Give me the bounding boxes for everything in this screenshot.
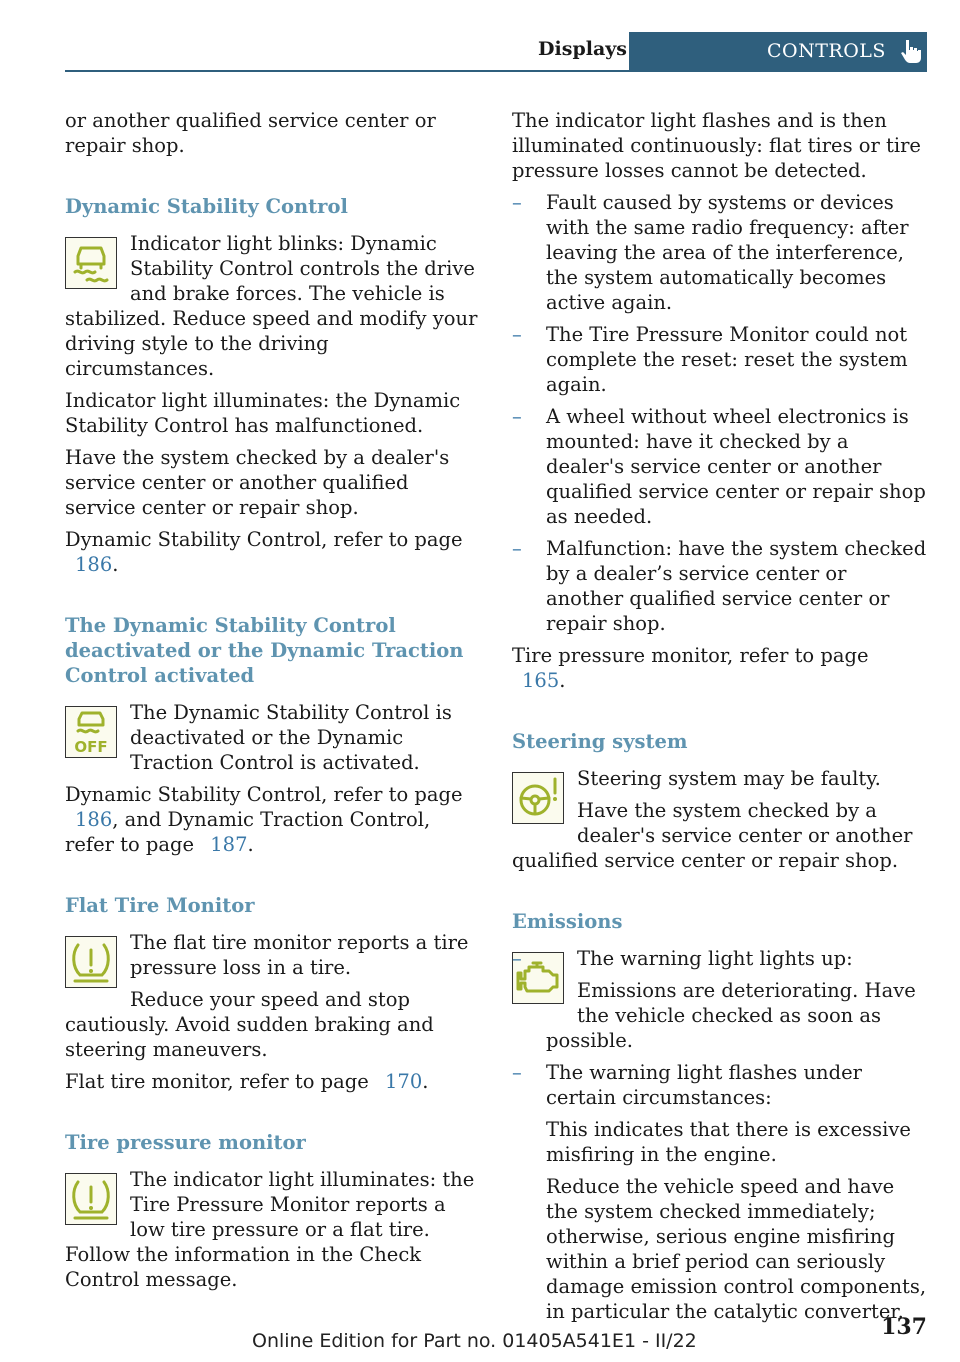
dsc-off-reference [65,782,481,857]
dsc-ref-text: Dynamic Stability Control, refer to page [65,528,463,551]
dsc-reference [65,527,481,577]
tpm-section [65,1130,481,1292]
tpm-fault-list [512,190,927,636]
dash-bullet: – [512,947,522,970]
tpm-reference [512,643,927,693]
dsc-heading: Dynamic Stability Control [65,195,348,218]
intro-text: or another qualified service center or repair shop. [65,109,436,157]
dsc-off-ref-mid: , and Dynamic Traction Control, refer to page [65,808,431,856]
emissions-heading: Emissions [512,910,623,933]
list-item-body: This indicates that there is excessive misfiring in the engine. [546,1118,911,1166]
dash-bullet: – [512,537,522,560]
dsc-off-page-link-1[interactable]: 186 [75,808,113,831]
flat-tire-text-2: Reduce your speed and stop cautiously. Avoid sudden braking and steering maneuvers. [65,988,434,1061]
section-title: Displays [538,38,627,60]
list-item [512,536,927,636]
flat-tire-section [65,893,481,1094]
list-item-text: The warning light flashes under certain circumstances: [546,1061,862,1109]
emissions-list-2 [512,1060,927,1324]
list-item-text: Fault caused by systems or devices with the same radio frequency: after leaving the area of the interference, the system automatically becomes active again. [546,191,909,314]
tire-pressure-warning-icon [65,936,117,988]
tire-pressure-warning-icon [65,1173,117,1225]
dsc-section [65,194,481,577]
list-item-text: The Tire Pressure Monitor could not complete the reset: reset the system again. [546,323,908,396]
dsc-off-ref-end: . [247,833,254,856]
header-rule [65,70,927,72]
list-item [512,946,927,1053]
dsc-off-text-1: The Dynamic Stability Control is deactivated or the Dynamic Traction Control is activated. [130,701,452,774]
dash-bullet: – [512,1061,522,1084]
flat-tire-page-link[interactable]: 170 [385,1070,423,1093]
left-column [65,108,481,1292]
list-item-body: Emissions are deteriorating. Have the vehicle checked as soon as possible. [546,979,916,1052]
tpm-continued-text: The indicator light flashes and is then illuminated continuously: flat tires or tire pressure losses cannot be detected. [512,109,921,182]
flat-tire-ref-text: Flat tire monitor, refer to page [65,1070,369,1093]
chapter-tab [629,32,927,70]
tpm-page-link[interactable]: 165 [522,669,560,692]
flat-tire-text-1: The flat tire monitor reports a tire pressure loss in a tire. [130,931,469,979]
list-item-body: Reduce the vehicle speed and have the system checked immediately; otherwise, serious engine misfiring within a brief period can seriously damage emission control components, in particular the catalytic converter. [546,1175,927,1323]
tpm-ref-text: Tire pressure monitor, refer to page [512,644,869,667]
dsc-text-2: Indicator light illuminates: the Dynamic Stability Control has malfunctioned. [65,389,461,437]
dsc-off-ref-text: Dynamic Stability Control, refer to page [65,783,463,806]
steering-text-1: Steering system may be faulty. [577,767,881,790]
dsc-ref-end: . [112,553,119,576]
dsc-off-page-link-2[interactable]: 187 [210,833,248,856]
flat-tire-reference [65,1069,481,1094]
steering-heading: Steering system [512,730,688,753]
emissions-list [512,946,927,1053]
emissions-section [512,909,927,1324]
list-item [512,322,927,397]
pointing-hand-icon [899,38,923,64]
list-item [512,1060,927,1324]
tpm-heading: Tire pressure monitor [65,1131,306,1154]
page-number: 137 [881,1314,927,1340]
list-item-text: A wheel without wheel electronics is mounted: have it checked by a dealer's service center or another qualified service center or repair shop as needed. [546,405,926,528]
dsc-off-heading: The Dynamic Stability Control deactivated or the Dynamic Traction Control activated [65,614,464,687]
dsc-off-section [65,613,481,857]
edition-footer: Online Edition for Part no. 01405A541E1 - II/22 [252,1330,697,1352]
dash-bullet: – [512,405,522,428]
dash-bullet: – [512,323,522,346]
list-item-text: Malfunction: have the system checked by a dealer’s service center or another qualified service center or repair shop. [546,537,927,635]
dsc-text-1: Indicator light blinks: Dynamic Stability Control controls the drive and brake forces. The vehicle is stabilized. Reduce speed and modify your driving style to the driving circumstances. [65,232,478,380]
flat-tire-ref-end: . [422,1070,429,1093]
steering-wheel-warning-icon [512,772,564,824]
flat-tire-heading: Flat Tire Monitor [65,894,255,917]
list-item [512,404,927,529]
list-item [512,190,927,315]
dsc-off-label: OFF [74,738,108,756]
dsc-warning-icon [65,237,117,289]
dsc-text-3: Have the system checked by a dealer's service center or another qualified service center or repair shop. [65,446,450,519]
dsc-off-icon [65,706,117,758]
steering-text-2: Have the system checked by a dealer's service center or another qualified service center or repair shop. [512,799,913,872]
right-column [512,108,927,1324]
list-item-text: The warning light lights up: [577,947,853,970]
dash-bullet: – [512,191,522,214]
tpm-ref-end: . [559,669,566,692]
tpm-text-1: The indicator light illuminates: the Tire Pressure Monitor reports a low tire pressure or a flat tire. Follow the information in the Check Control message. [65,1168,475,1291]
page-header [65,32,927,72]
dsc-page-link[interactable]: 186 [75,553,113,576]
chapter-title: CONTROLS [767,40,886,62]
steering-section [512,729,927,873]
